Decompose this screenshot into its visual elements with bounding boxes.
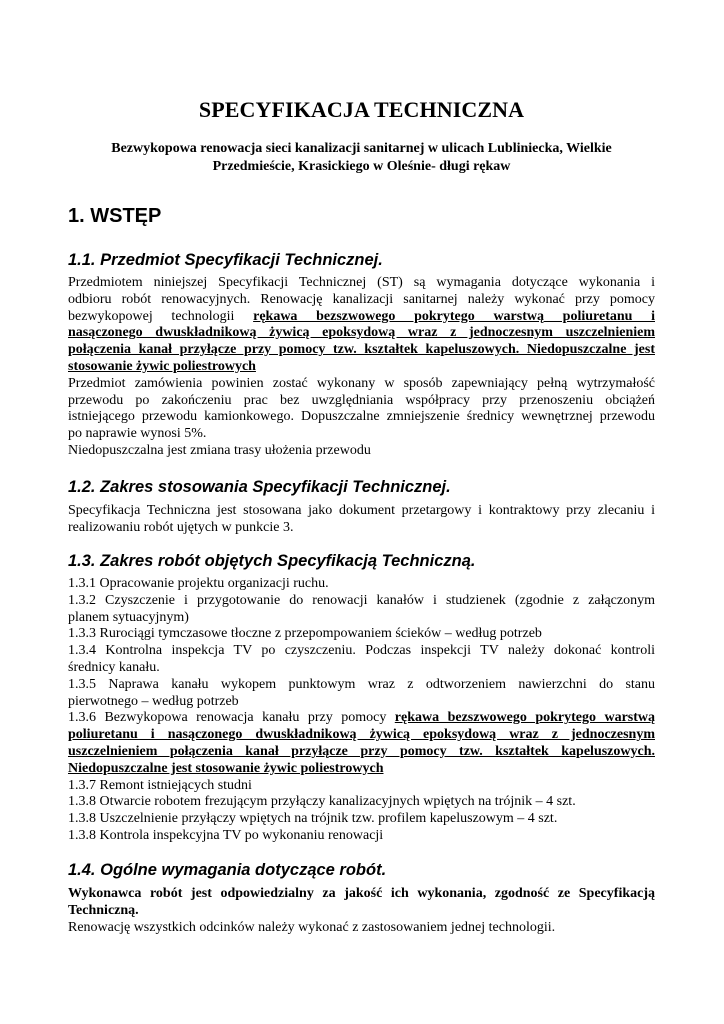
- emphasized-technology-text: połączenia kanał przyłącze przy pomocy tzw. kształtek kapeluszowych. Niedopuszczalne jest: [68, 342, 655, 358]
- paragraph-line: Niedopuszczalna jest zmiana trasy ułożenia przewodu: [68, 442, 371, 458]
- plain-text: bezwykopowej technologii: [68, 308, 254, 324]
- emphasized-technology-text: rękawa bezszwowego pokrytego warstwą: [394, 710, 656, 726]
- subsection-heading-1-2: 1.2. Zakres stosowania Specyfikacji Technicznej.: [68, 478, 451, 496]
- emphasized-technology-text: nasączonego dwuskładnikową żywicą epoksydową wraz z jednoczesnym uszczelnieniem: [68, 325, 655, 341]
- paragraph-line: Renowację wszystkich odcinków należy wykonać z zastosowaniem jednej technologii.: [68, 919, 556, 935]
- subtitle-line-1: Bezwykopowa renowacja sieci kanalizacji sanitarnej w ulicach Lubliniecka, Wielkie: [111, 141, 612, 156]
- subsection-1-3-list: [68, 576, 655, 845]
- paragraph-line: Przedmiotem niniejszej Specyfikacji Technicznej (ST) są wymagania dotyczące wykonania i: [68, 275, 655, 290]
- emphasized-technology-text: Niedopuszczalne jest stosowanie żywic poliestrowych: [68, 760, 384, 776]
- subsection-1-2-body: [68, 503, 655, 537]
- subtitle-line-2: Przedmieście, Krasickiego w Oleśnie- długi rękaw: [212, 159, 511, 174]
- emphasized-technology-text: stosowanie żywic poliestrowych: [68, 358, 256, 374]
- list-item-continuation: pierwotnego – według potrzeb: [68, 693, 239, 709]
- emphasized-technology-text: rękawa bezszwowego pokrytego warstwą poliuretanu i: [253, 308, 655, 324]
- list-item: 1.3.4 Kontrolna inspekcja TV po czyszczeniu. Podczas inspekcji TV należy dokonać kontroli: [68, 643, 655, 659]
- list-item: 1.3.2 Czyszczenie i przygotowanie do renowacji kanałów i studzienek (zgodnie z załączonym: [68, 592, 655, 608]
- document-subtitle: [68, 140, 655, 176]
- emphasized-technology-text: uszczelnieniem połączenia kanał przyłącze przy pomocy tzw. kształtek kapeluszowych.: [68, 743, 655, 759]
- paragraph-line: przewodu po zakończeniu prac bez uwzględniania współpracy przy przenoszeniu obciążeń: [68, 392, 655, 408]
- subsection-heading-1-4: 1.4. Ogólne wymagania dotyczące robót.: [68, 861, 387, 879]
- list-item-continuation: planem sytuacyjnym): [68, 609, 189, 625]
- subsection-1-4-body: [68, 886, 655, 936]
- list-item: 1.3.5 Naprawa kanału wykopem punktowym wraz z odtworzeniem nawierzchni do stanu: [68, 676, 655, 692]
- paragraph-line: istniejącego przewodu kamionkowego. Dopuszczalne zmniejszenie średnicy wewnętrznej przewodu: [68, 409, 655, 425]
- bold-paragraph-line: Techniczną.: [68, 902, 139, 918]
- section-heading-wstep: 1. WSTĘP: [68, 205, 162, 227]
- subsection-1-1-body: [68, 275, 655, 460]
- document-title: SPECYFIKACJA TECHNICZNA: [198, 97, 525, 122]
- list-item: 1.3.8 Otwarcie robotem frezującym przyłączy kanalizacyjnych wpiętych na trójnik – 4 szt.: [68, 794, 576, 810]
- paragraph-line: Specyfikacja Techniczna jest stosowana jako dokument przetargowy i kontraktowy przy zlecaniu i: [68, 503, 655, 518]
- bold-paragraph-line: Wykonawca robót jest odpowiedzialny za jakość ich wykonania, zgodność ze Specyfikacją: [68, 886, 655, 901]
- list-item-continuation: średnicy kanału.: [68, 659, 160, 675]
- list-item: 1.3.3 Rurociągi tymczasowe tłoczne z przepompowaniem ścieków – według potrzeb: [68, 626, 542, 642]
- paragraph-line: [68, 309, 655, 326]
- paragraph-line: po naprawie wynosi 5%.: [68, 426, 207, 442]
- plain-text: 1.3.6 Bezwykopowa renowacja kanału przy pomocy: [68, 710, 395, 726]
- emphasized-technology-text: poliuretanu i nasączonego dwuskładnikową żywicą epoksydową wraz z jednoczesnym: [68, 727, 655, 743]
- list-item: 1.3.8 Kontrola inspekcyjna TV po wykonaniu renowacji: [68, 827, 384, 843]
- paragraph-line: Przedmiot zamówienia powinien zostać wykonany w sposób zapewniający pełną wytrzymałość: [68, 375, 655, 391]
- subsection-heading-1-3: 1.3. Zakres robót objętych Specyfikacją Techniczną.: [68, 552, 476, 570]
- list-item: 1.3.8 Uszczelnienie przyłączy wpiętych na trójnik tzw. profilem kapeluszowym – 4 szt.: [68, 811, 558, 827]
- paragraph-line: realizowaniu robót ujętych w punkcie 3.: [68, 519, 294, 535]
- subsection-heading-1-1: 1.1. Przedmiot Specyfikacji Technicznej.: [68, 251, 383, 269]
- paragraph-line: odbioru robót renowacyjnych. Renowację kanalizacji sanitarnej należy wykonać przy pomocy: [68, 291, 655, 307]
- list-item: [68, 710, 655, 727]
- list-item: 1.3.7 Remont istniejących studni: [68, 777, 252, 793]
- list-item: 1.3.1 Opracowanie projektu organizacji ruchu.: [68, 576, 329, 591]
